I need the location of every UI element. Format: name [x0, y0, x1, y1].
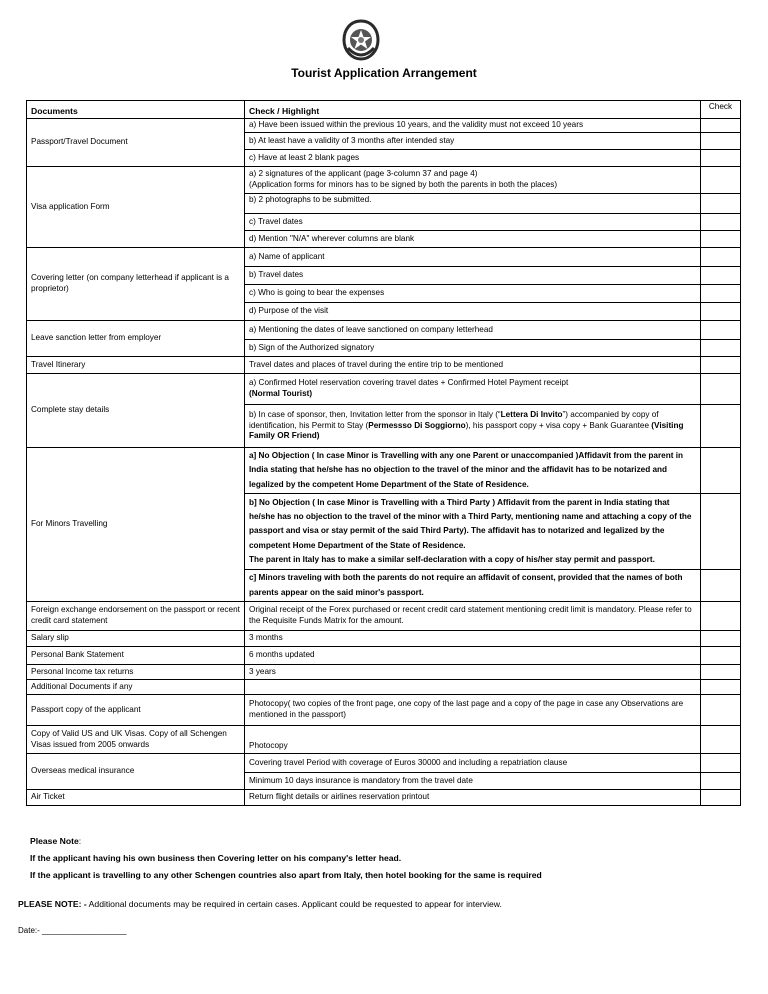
visa-doc: Visa application Form [27, 167, 245, 248]
note-line-1: If the applicant having his own business then Covering letter on his company's letter head. [30, 853, 402, 863]
medical-doc: Overseas medical insurance [27, 754, 245, 790]
table-row [27, 665, 741, 680]
check-cell[interactable] [701, 647, 741, 665]
please-note [18, 899, 502, 909]
documents-header: Documents [27, 101, 245, 119]
page-title: Tourist Application Arrangement [291, 66, 477, 80]
please-note-label: PLEASE NOTE: - [18, 899, 87, 909]
table-row [27, 695, 741, 726]
check-cell[interactable] [701, 726, 741, 754]
check-cell[interactable] [701, 773, 741, 790]
check-cell[interactable] [701, 167, 741, 194]
check-cell[interactable] [701, 285, 741, 303]
notes-colon: : [78, 836, 82, 846]
table-row [27, 119, 741, 133]
check-cell[interactable] [701, 150, 741, 167]
check-cell[interactable] [701, 695, 741, 726]
passport-check-a: a) Have been issued within the previous 10 years, and the validity must not exceed 10 years [245, 119, 701, 133]
passport-copy-check-a: Photocopy( two copies of the front page, one copy of the last page and a copy of the page in case any Observations are mentioned in the passport) [245, 695, 701, 726]
itinerary-check-a: Travel dates and places of travel during the entire trip to be mentioned [245, 357, 701, 374]
emblem-icon [340, 18, 382, 62]
check-cell[interactable] [701, 214, 741, 231]
check-cell[interactable] [701, 665, 741, 680]
check-cell[interactable] [701, 494, 741, 570]
visa-check-b: b) 2 photographs to be submitted. [245, 194, 701, 214]
table-row [27, 374, 741, 405]
check-cell[interactable] [701, 570, 741, 602]
covering-check-b: b) Travel dates [245, 267, 701, 285]
check-cell[interactable] [701, 602, 741, 631]
passport-check-c: c) Have at least 2 blank pages [245, 150, 701, 167]
check-cell[interactable] [701, 357, 741, 374]
minors-check-c: c] Minors traveling with both the parents do not require an affidavit of consent, provided that the names of both parents appear on the said minor's passport. [245, 570, 701, 602]
check-cell[interactable] [701, 133, 741, 150]
passport-doc: Passport/Travel Document [27, 119, 245, 167]
passport-copy-doc: Passport copy of the applicant [27, 695, 245, 726]
covering-doc: Covering letter (on company letterhead if applicant is a proprietor) [27, 248, 245, 321]
table-row [27, 790, 741, 806]
please-note-text: Additional documents may be required in certain cases. Applicant could be requested to appear for interview. [86, 899, 502, 909]
medical-check-b: Minimum 10 days insurance is mandatory from the travel date [245, 773, 701, 790]
salary-check-a: 3 months [245, 631, 701, 647]
check-highlight-header: Check / Highlight [245, 101, 701, 119]
tax-doc: Personal Income tax returns [27, 665, 245, 680]
check-cell[interactable] [701, 119, 741, 133]
table-row [27, 726, 741, 754]
check-cell[interactable] [701, 448, 741, 494]
table-row [27, 647, 741, 665]
tax-check-a: 3 years [245, 665, 701, 680]
check-cell[interactable] [701, 754, 741, 773]
leave-check-b: b) Sign of the Authorized signatory [245, 340, 701, 357]
table-row [27, 602, 741, 631]
visa-check-a: a) 2 signatures of the applicant (page 3-column 37 and page 4) (Application forms for minors has to be signed by both the parents in both the places) [245, 167, 701, 194]
check-cell[interactable] [701, 340, 741, 357]
ticket-check-a: Return flight details or airlines reservation printout [245, 790, 701, 806]
check-cell[interactable] [701, 267, 741, 285]
check-cell[interactable] [701, 321, 741, 340]
leave-check-a: a) Mentioning the dates of leave sanctioned on company letterhead [245, 321, 701, 340]
additional-doc: Additional Documents if any [27, 680, 245, 695]
minors-doc: For Minors Travelling [27, 448, 245, 602]
bank-doc: Personal Bank Statement [27, 647, 245, 665]
stay-check-a: a) Confirmed Hotel reservation covering travel dates + Confirmed Hotel Payment receipt (Normal Tourist) [245, 374, 701, 405]
table-row [27, 680, 741, 695]
visas-copy-check-a: Photocopy [245, 726, 701, 754]
table-header-row [27, 101, 741, 119]
minors-check-b: b] No Objection ( In case Minor is Travelling with a Third Party ) Affidavit from the parent in India stating that he/she has no objection to the travel of the minor with a Third Party, mentioning name and attaching a copy of the passport and visa or stay permit of the said Third Party). The affidavit has to notarized and legalized by the competent Home Department of the State of Residence. The parent in Italy has to make a similar self-declaration with a copy of his/her stay permit and passport. [245, 494, 701, 570]
visa-check-d: d) Mention "N/A" wherever columns are blank [245, 231, 701, 248]
table-row [27, 248, 741, 267]
itinerary-doc: Travel Itinerary [27, 357, 245, 374]
check-cell[interactable] [701, 631, 741, 647]
check-cell[interactable] [701, 405, 741, 448]
leave-doc: Leave sanction letter from employer [27, 321, 245, 357]
notes-section [30, 836, 750, 887]
check-cell[interactable] [701, 374, 741, 405]
forex-doc: Foreign exchange endorsement on the passport or recent credit card statement [27, 602, 245, 631]
documents-table [26, 100, 741, 806]
check-cell[interactable] [701, 248, 741, 267]
table-row [27, 321, 741, 340]
additional-check-a [245, 680, 701, 695]
ticket-doc: Air Ticket [27, 790, 245, 806]
table-row [27, 448, 741, 494]
medical-check-a: Covering travel Period with coverage of Euros 30000 and including a repatriation clause [245, 754, 701, 773]
stay-check-b: b) In case of sponsor, then, Invitation letter from the sponsor in Italy (“Lettera Di Invito”) accompanied by copy of identification, his Permit to Stay (Permessso Di Soggiorno), his passport copy + visa copy + Bank Guarantee (Visiting Family OR Friend) [245, 405, 701, 448]
stay-doc: Complete stay details [27, 374, 245, 448]
passport-check-b: b) At least have a validity of 3 months after intended stay [245, 133, 701, 150]
covering-check-c: c) Who is going to bear the expenses [245, 285, 701, 303]
table-row [27, 357, 741, 374]
visas-copy-doc: Copy of Valid US and UK Visas. Copy of all Schengen Visas issued from 2005 onwards [27, 726, 245, 754]
forex-check-a: Original receipt of the Forex purchased or recent credit card statement mentioning credit limit is mandatory. Please refer to the Requisite Funds Matrix for the amount. [245, 602, 701, 631]
check-cell[interactable] [701, 194, 741, 214]
table-row [27, 167, 741, 194]
check-cell[interactable] [701, 680, 741, 695]
bank-check-a: 6 months updated [245, 647, 701, 665]
note-line-2: If the applicant is travelling to any other Schengen countries also apart from Italy, then hotel booking for the same is required [30, 870, 542, 880]
check-cell[interactable] [701, 303, 741, 321]
salary-doc: Salary slip [27, 631, 245, 647]
table-row [27, 631, 741, 647]
check-header: Check [701, 101, 741, 119]
check-cell[interactable] [701, 231, 741, 248]
covering-check-d: d) Purpose of the visit [245, 303, 701, 321]
table-row [27, 754, 741, 773]
date-field: Date:- ___________________ [18, 926, 127, 935]
visa-check-c: c) Travel dates [245, 214, 701, 231]
covering-check-a: a) Name of applicant [245, 248, 701, 267]
notes-label: Please Note [30, 836, 79, 846]
check-cell[interactable] [701, 790, 741, 806]
minors-check-a: a] No Objection ( In case Minor is Travelling with any one Parent or unaccompanied )Affidavit from the parent in India stating that he/she has no objection to the travel of the minor and the affidavit has to be notarized and legalized by the competent Home Department of the State of Residence. [245, 448, 701, 494]
